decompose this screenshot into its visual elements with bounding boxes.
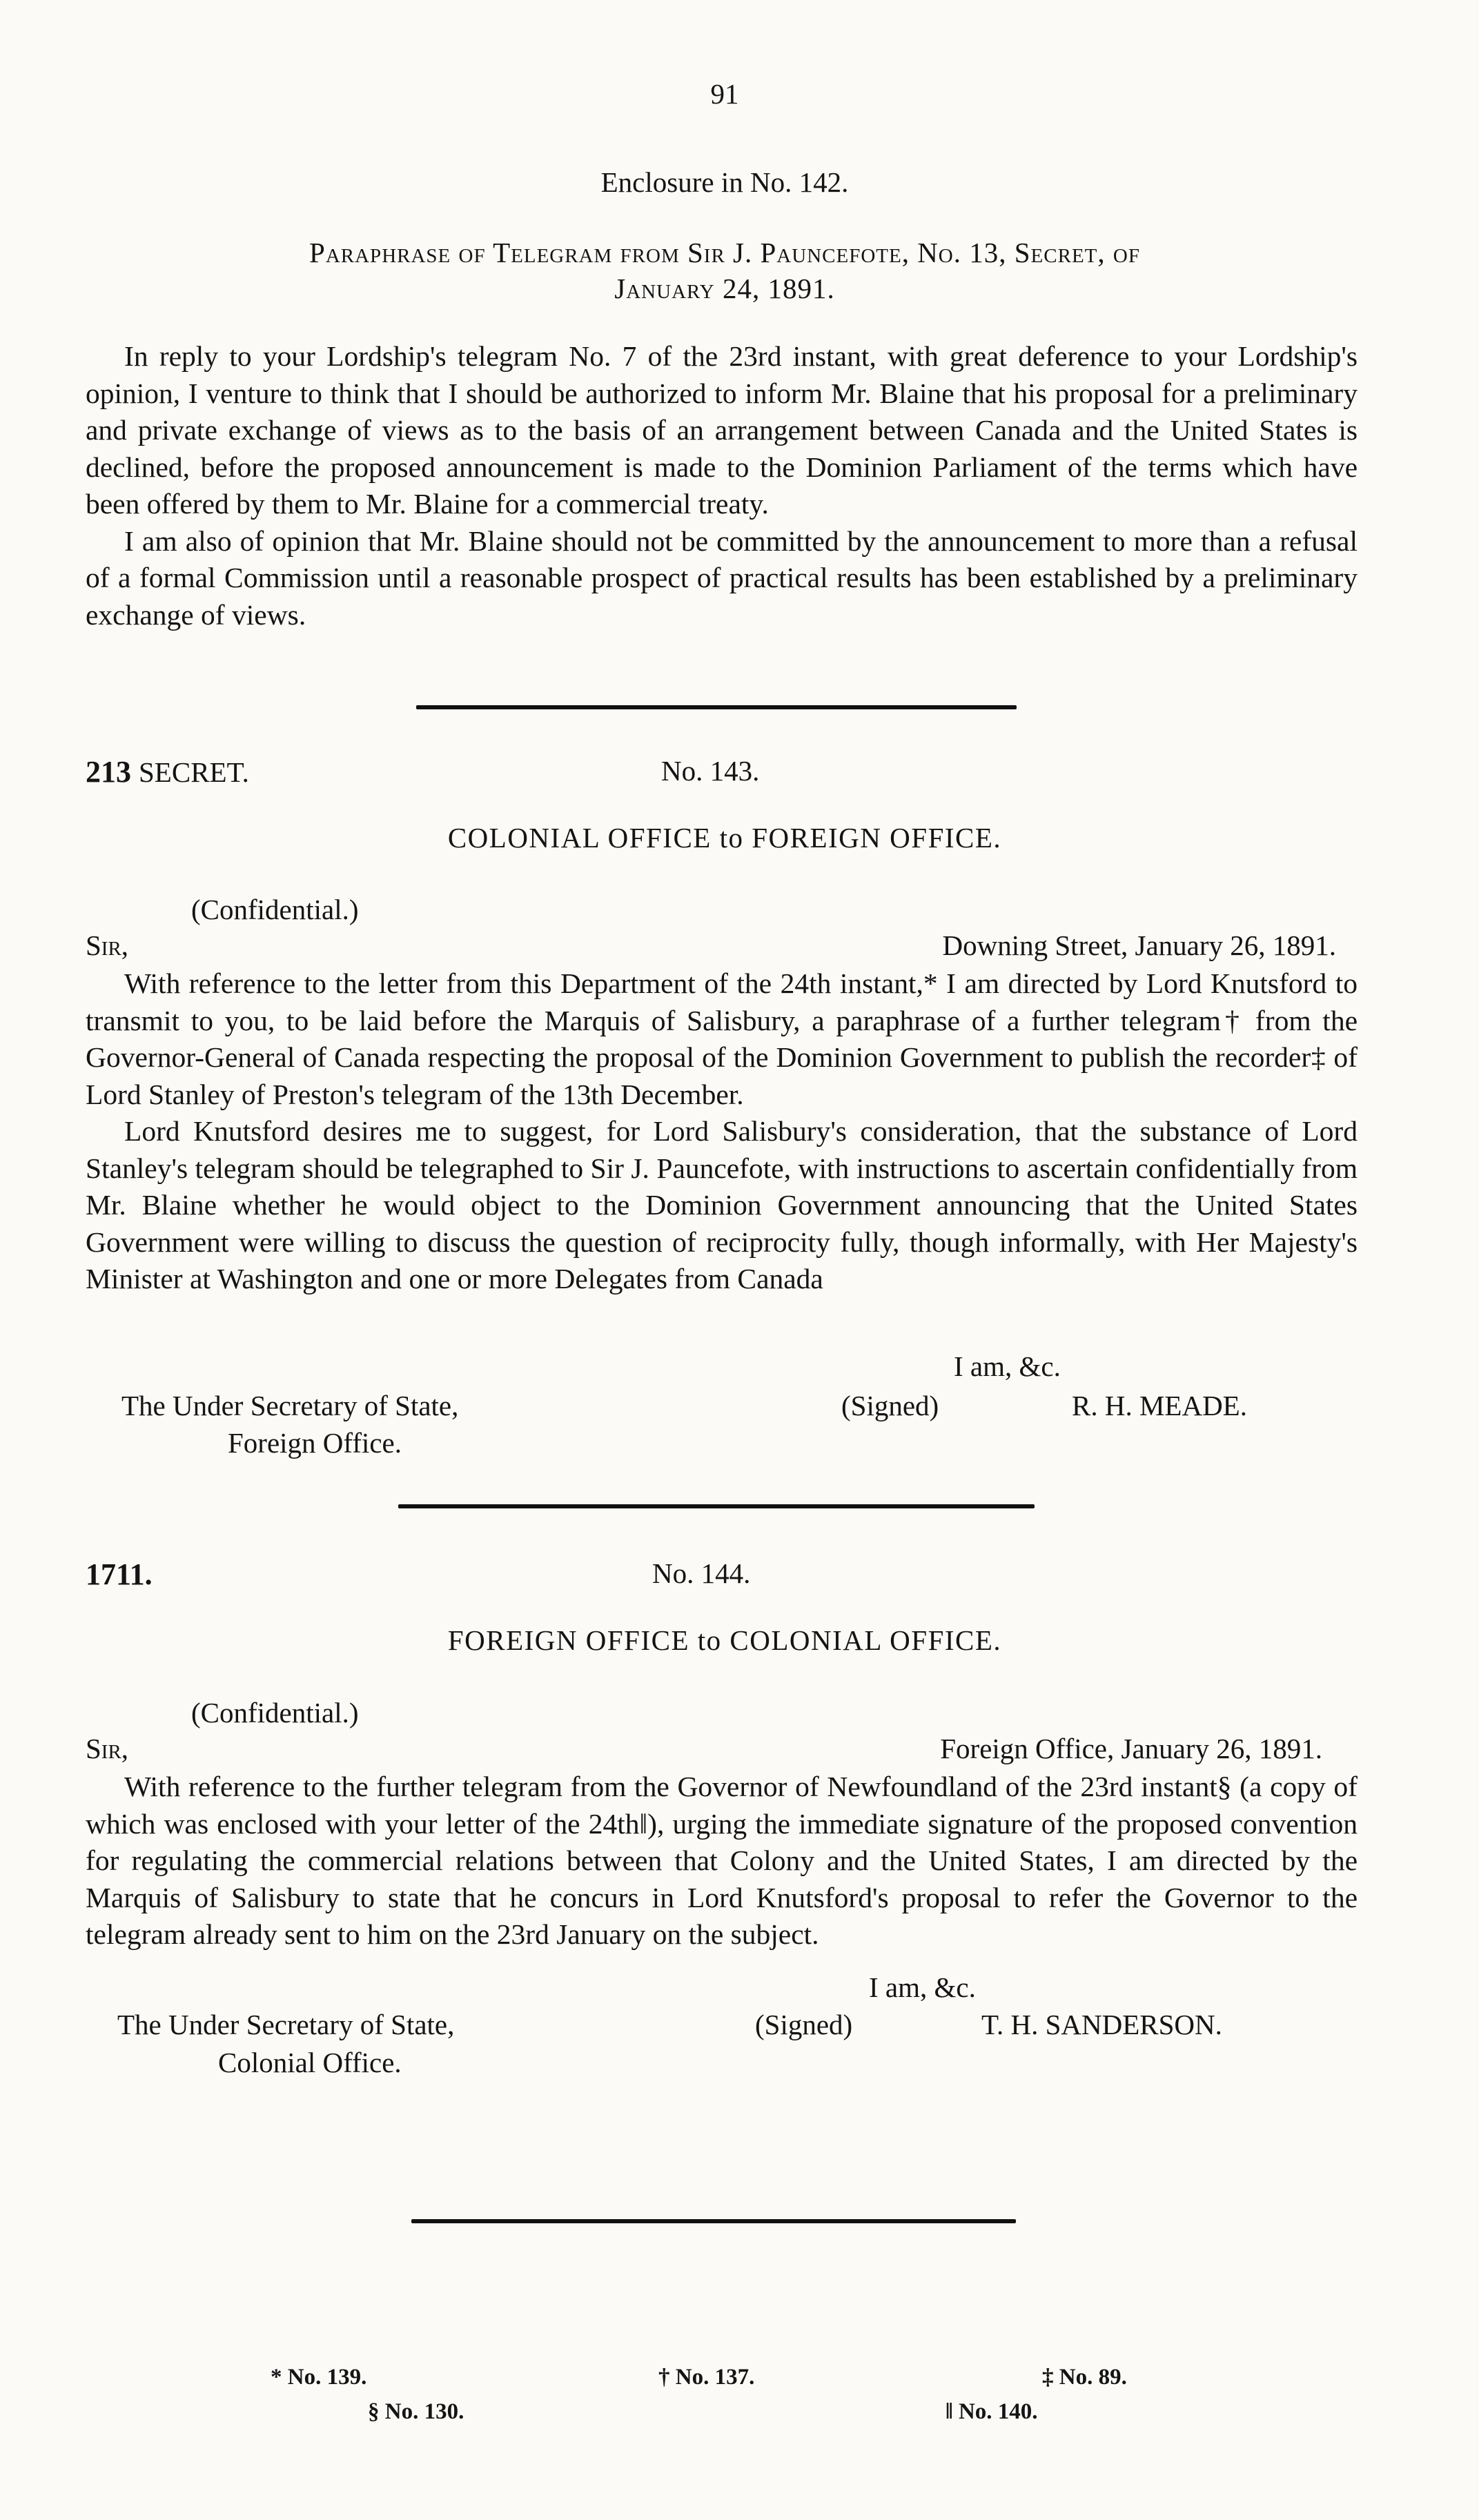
footnote: ‡ No. 89. bbox=[1042, 2365, 1127, 2390]
signed-label: (Signed) bbox=[755, 2009, 853, 2040]
enclosure-title: Enclosure in No. 142. bbox=[600, 166, 849, 198]
letter-paragraph-2: Lord Knutsford desires me to suggest, for Lord Salisbury's consideration, that the substance of Lord Stanley's telegram should be telegraphed to Sir J. Pauncefote, with instructions to ascertain confidentially from Mr. Blaine whether he would object to the Dominion Government announcing that the United States Government were willing to discuss the question of reciprocity fully, though informally, with Her Majesty's Minister at Washington and one or more Delegates from Canada bbox=[86, 1115, 1358, 1295]
enclosure-paragraph-2: I am also of opinion that Mr. Blaine should not be committed by the announcement to more than a refusal of a formal Commission until a reasonable prospect of practical results has been established by a preliminary exchange of views. bbox=[86, 524, 1358, 631]
letter-body bbox=[86, 965, 1358, 1298]
document-heading: FOREIGN OFFICE to COLONIAL OFFICE. bbox=[447, 1624, 1002, 1656]
place-date: Foreign Office, January 26, 1891. bbox=[940, 1733, 1322, 1764]
section-divider bbox=[416, 705, 1017, 709]
document-reference-label: SECRET. bbox=[139, 756, 249, 788]
document-reference bbox=[86, 754, 249, 789]
addressee-line-1: The Under Secretary of State, bbox=[117, 2009, 455, 2040]
footnote: ‖ No. 140. bbox=[946, 2399, 1038, 2424]
signatory: R. H. MEADE. bbox=[1072, 1390, 1247, 1421]
confidential-label: (Confidential.) bbox=[191, 1697, 359, 1729]
salutation: Sir, bbox=[86, 1733, 129, 1764]
signatory: T. H. SANDERSON. bbox=[981, 2009, 1222, 2040]
closing: I am, &c. bbox=[869, 1971, 976, 2003]
document-number: No. 143. bbox=[661, 755, 760, 787]
signed-label: (Signed) bbox=[841, 1390, 939, 1421]
section-divider bbox=[411, 2219, 1016, 2223]
document-reference-number: 213 bbox=[86, 755, 131, 789]
addressee-line-2: Colonial Office. bbox=[218, 2047, 402, 2078]
addressee-line-2: Foreign Office. bbox=[228, 1427, 402, 1459]
letter-body bbox=[86, 1769, 1358, 1953]
addressee-line-1: The Under Secretary of State, bbox=[121, 1390, 459, 1421]
enclosure-paragraph-1: In reply to your Lordship's telegram No. 7 of the 23rd instant, with great deference to your Lordship's opinion, I venture to think that I should be authorized to inform Mr. Blaine that his proposal for a preliminary and private exchange of views as to the basis of an arrangement between Canada and the United States is declined, before the proposed announcement is made to the Dominion Parliament of the terms which have been offered by them to Mr. Blaine for a commercial treaty. bbox=[86, 340, 1358, 520]
salutation: Sir, bbox=[86, 929, 129, 961]
paraphrase-title-line1: Paraphrase of Telegram from Sir J. Pauncefote, No. 13, Secret, of bbox=[309, 237, 1140, 268]
section-divider bbox=[398, 1504, 1035, 1508]
confidential-label: (Confidential.) bbox=[191, 894, 359, 925]
footnote: * No. 139. bbox=[271, 2365, 367, 2390]
footnote: † No. 137. bbox=[658, 2365, 755, 2390]
place-date: Downing Street, January 26, 1891. bbox=[942, 929, 1336, 961]
enclosure-body bbox=[86, 338, 1358, 633]
document-reference: 1711. bbox=[86, 1557, 153, 1591]
letter-paragraph-1: With reference to the letter from this Department of the 24th instant,* I am directed by Lord Knutsford to transmit to you, to be laid before the Marquis of Salisbury, a paraphrase of a further telegram† from the Governor-General of Canada respecting the proposal of the Dominion Government to publish the recorder‡ of Lord Stanley of Preston's telegram of the 13th December. bbox=[86, 967, 1358, 1110]
closing: I am, &c. bbox=[954, 1350, 1061, 1382]
page-number: 91 bbox=[710, 78, 739, 110]
paraphrase-title bbox=[0, 235, 1449, 306]
paraphrase-title-line2: January 24, 1891. bbox=[614, 273, 835, 304]
letter-paragraph-1: With reference to the further telegram from the Governor of Newfoundland of the 23rd instant§ (a copy of which was enclosed with your letter of the 24th‖), urging the immediate signature of the proposed convention for regulating the commercial relations between that Colony and the United States, I am directed by the Marquis of Salisbury to state that he concurs in Lord Knutsford's proposal to refer the Governor to the telegram already sent to him on the 23rd January on the subject. bbox=[86, 1771, 1358, 1950]
document-heading: COLONIAL OFFICE to FOREIGN OFFICE. bbox=[447, 822, 1002, 854]
footnote: § No. 130. bbox=[368, 2399, 464, 2424]
document-number: No. 144. bbox=[652, 1557, 751, 1589]
